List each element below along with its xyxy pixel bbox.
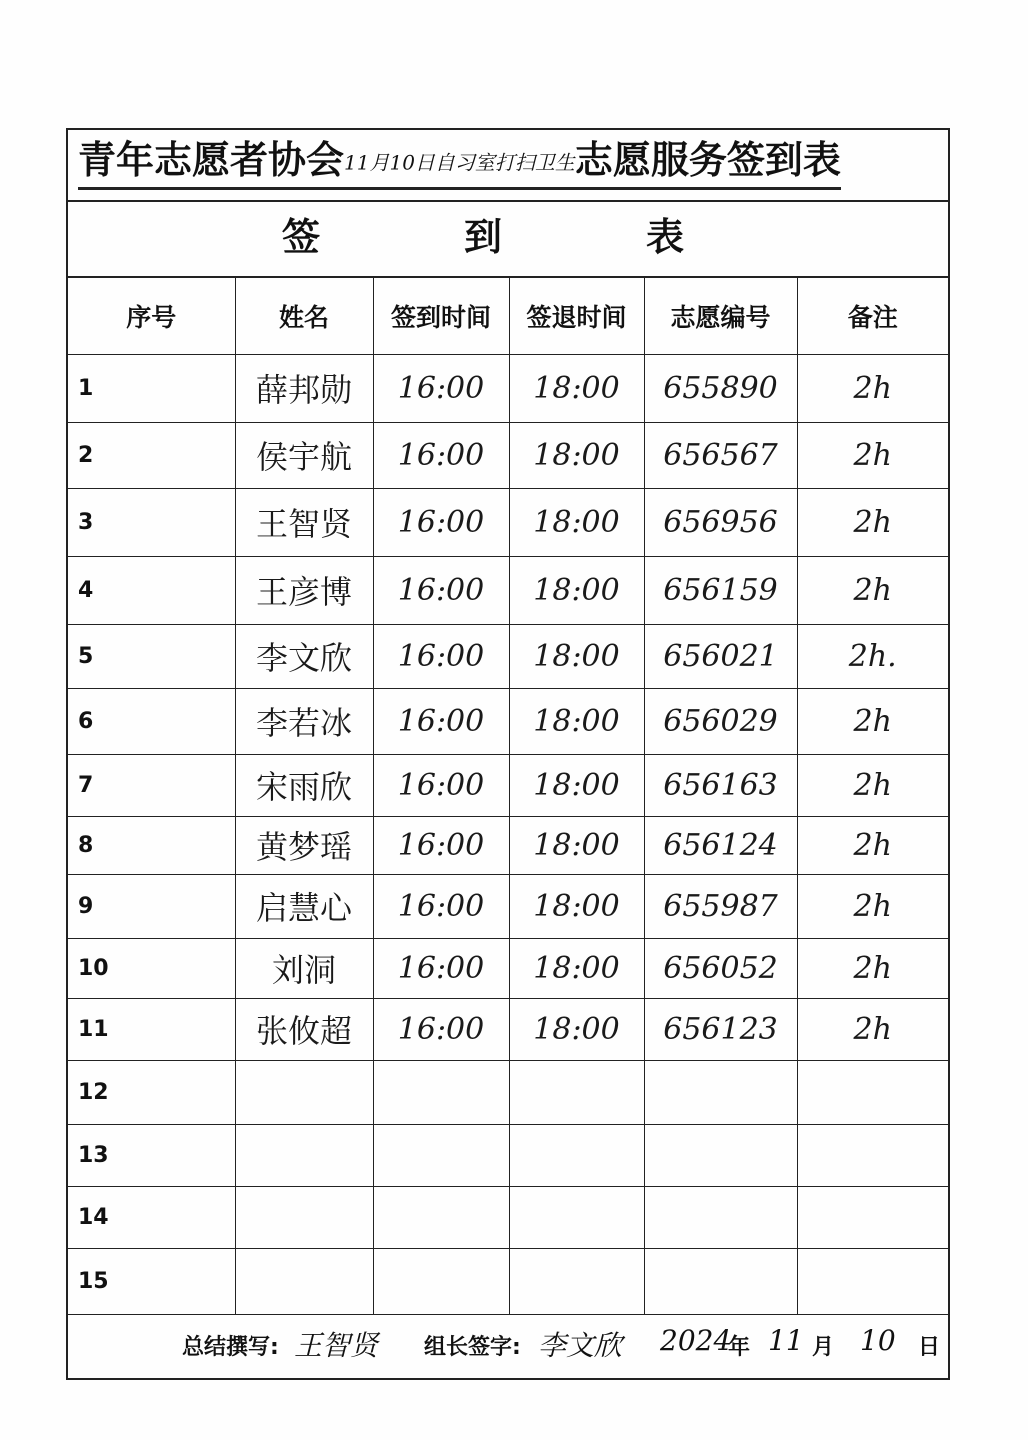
row-volunteer-id: 656052 bbox=[644, 938, 797, 998]
row-sign-in-time: 16:00 bbox=[373, 874, 509, 938]
row-volunteer-id: 656124 bbox=[644, 816, 797, 874]
row-sign-out-time bbox=[509, 1124, 644, 1186]
row-sign-out-time: 18:00 bbox=[509, 816, 644, 874]
row-sign-out-time: 18:00 bbox=[509, 688, 644, 754]
row-name: 启慧心 bbox=[235, 874, 373, 938]
subtitle-char-2: 到 bbox=[464, 215, 503, 259]
row-sign-in-time bbox=[373, 1060, 509, 1124]
row-volunteer-id: 656159 bbox=[644, 556, 797, 624]
row-sign-in-time: 16:00 bbox=[373, 422, 509, 488]
row-sign-in-time: 16:00 bbox=[373, 754, 509, 816]
row-name bbox=[235, 1248, 373, 1314]
row-volunteer-id: 656021 bbox=[644, 624, 797, 688]
row-volunteer-id: 656029 bbox=[644, 688, 797, 754]
row-note: 2h bbox=[797, 354, 948, 422]
row-sign-out-time bbox=[509, 1060, 644, 1124]
row-note: 2h bbox=[797, 422, 948, 488]
row-volunteer-id: 656123 bbox=[644, 998, 797, 1060]
row-volunteer-id: 655987 bbox=[644, 874, 797, 938]
row-volunteer-id bbox=[644, 1186, 797, 1248]
row-note: 2h. bbox=[797, 624, 948, 688]
row-name: 刘洞 bbox=[235, 938, 373, 998]
row-volunteer-id: 656163 bbox=[644, 754, 797, 816]
row-index: 11 bbox=[68, 998, 235, 1060]
date-month: 11 bbox=[768, 1324, 804, 1357]
row-name: 薛邦勋 bbox=[235, 354, 373, 422]
row-volunteer-id bbox=[644, 1060, 797, 1124]
row-index: 3 bbox=[68, 488, 235, 556]
table-row bbox=[68, 816, 948, 874]
row-name: 侯宇航 bbox=[235, 422, 373, 488]
subtitle-char-3: 表 bbox=[646, 215, 685, 259]
row-note: 2h bbox=[797, 874, 948, 938]
leader-label: 组长签字: bbox=[424, 1335, 521, 1360]
row-index: 13 bbox=[68, 1124, 235, 1186]
row-sign-in-time: 16:00 bbox=[373, 556, 509, 624]
row-note bbox=[797, 1248, 948, 1314]
table-row bbox=[68, 754, 948, 816]
date-year-label: 年 bbox=[728, 1335, 751, 1360]
subtitle-char-1: 签 bbox=[282, 215, 321, 259]
row-index: 2 bbox=[68, 422, 235, 488]
row-sign-out-time: 18:00 bbox=[509, 488, 644, 556]
row-note: 2h bbox=[797, 816, 948, 874]
row-name: 李文欣 bbox=[235, 624, 373, 688]
row-sign-out-time: 18:00 bbox=[509, 998, 644, 1060]
leader-signature: 李文欣 bbox=[538, 1329, 623, 1362]
row-sign-out-time: 18:00 bbox=[509, 874, 644, 938]
sign-in-table bbox=[68, 278, 948, 1315]
summary-label: 总结撰写: bbox=[182, 1335, 279, 1360]
row-sign-in-time: 16:00 bbox=[373, 624, 509, 688]
row-name: 王彦博 bbox=[235, 556, 373, 624]
row-index: 6 bbox=[68, 688, 235, 754]
row-sign-in-time: 16:00 bbox=[373, 998, 509, 1060]
row-volunteer-id bbox=[644, 1124, 797, 1186]
row-sign-in-time bbox=[373, 1248, 509, 1314]
row-sign-out-time: 18:00 bbox=[509, 422, 644, 488]
table-row bbox=[68, 1248, 948, 1314]
row-sign-out-time: 18:00 bbox=[509, 754, 644, 816]
table-row bbox=[68, 624, 948, 688]
title-handwritten-event: 11月10日自习室打扫卫生 bbox=[344, 150, 575, 175]
row-volunteer-id: 656567 bbox=[644, 422, 797, 488]
table-row bbox=[68, 998, 948, 1060]
row-index: 12 bbox=[68, 1060, 235, 1124]
table-row bbox=[68, 1124, 948, 1186]
table-header-row bbox=[68, 278, 948, 354]
row-sign-out-time: 18:00 bbox=[509, 938, 644, 998]
subtitle-row bbox=[68, 202, 948, 278]
table-row bbox=[68, 1060, 948, 1124]
row-index: 15 bbox=[68, 1248, 235, 1314]
header-note: 备注 bbox=[797, 278, 948, 354]
row-sign-in-time: 16:00 bbox=[373, 488, 509, 556]
row-note bbox=[797, 1060, 948, 1124]
table-row bbox=[68, 488, 948, 556]
row-sign-out-time: 18:00 bbox=[509, 556, 644, 624]
header-index: 序号 bbox=[68, 278, 235, 354]
row-name: 黄梦瑶 bbox=[235, 816, 373, 874]
row-name bbox=[235, 1124, 373, 1186]
row-index: 8 bbox=[68, 816, 235, 874]
summary-signature: 王智贤 bbox=[294, 1329, 379, 1362]
row-name bbox=[235, 1060, 373, 1124]
row-index: 10 bbox=[68, 938, 235, 998]
table-row bbox=[68, 354, 948, 422]
date-day: 10 bbox=[860, 1324, 896, 1357]
date-day-label: 日 bbox=[918, 1335, 941, 1360]
row-name: 宋雨欣 bbox=[235, 754, 373, 816]
date-month-label: 月 bbox=[812, 1335, 835, 1360]
row-volunteer-id: 655890 bbox=[644, 354, 797, 422]
row-note bbox=[797, 1186, 948, 1248]
row-index: 7 bbox=[68, 754, 235, 816]
row-sign-in-time: 16:00 bbox=[373, 938, 509, 998]
row-sign-in-time: 16:00 bbox=[373, 354, 509, 422]
header-volunteer-id: 志愿编号 bbox=[644, 278, 797, 354]
row-note: 2h bbox=[797, 998, 948, 1060]
row-sign-in-time: 16:00 bbox=[373, 688, 509, 754]
table-row bbox=[68, 1186, 948, 1248]
row-sign-out-time bbox=[509, 1248, 644, 1314]
row-note: 2h bbox=[797, 488, 948, 556]
row-note: 2h bbox=[797, 754, 948, 816]
row-name: 张攸超 bbox=[235, 998, 373, 1060]
row-index: 4 bbox=[68, 556, 235, 624]
header-sign-out-time: 签退时间 bbox=[509, 278, 644, 354]
row-volunteer-id bbox=[644, 1248, 797, 1314]
row-note: 2h bbox=[797, 556, 948, 624]
row-name bbox=[235, 1186, 373, 1248]
row-note: 2h bbox=[797, 938, 948, 998]
row-sign-out-time bbox=[509, 1186, 644, 1248]
row-sign-out-time: 18:00 bbox=[509, 624, 644, 688]
table-row bbox=[68, 688, 948, 754]
table-row bbox=[68, 422, 948, 488]
row-index: 14 bbox=[68, 1186, 235, 1248]
table-row bbox=[68, 874, 948, 938]
row-volunteer-id: 656956 bbox=[644, 488, 797, 556]
row-name: 李若冰 bbox=[235, 688, 373, 754]
row-sign-in-time bbox=[373, 1186, 509, 1248]
title-org: 青年志愿者协会 bbox=[78, 138, 345, 182]
row-sign-out-time: 18:00 bbox=[509, 354, 644, 422]
header-name: 姓名 bbox=[235, 278, 373, 354]
sheet-title bbox=[78, 138, 841, 190]
row-note bbox=[797, 1124, 948, 1186]
title-suffix: 志愿服务签到表 bbox=[574, 138, 841, 182]
title-row bbox=[68, 130, 948, 202]
date-year: 2024 bbox=[660, 1324, 732, 1357]
row-name: 王智贤 bbox=[235, 488, 373, 556]
row-note: 2h bbox=[797, 688, 948, 754]
row-index: 5 bbox=[68, 624, 235, 688]
row-sign-in-time: 16:00 bbox=[373, 816, 509, 874]
row-index: 1 bbox=[68, 354, 235, 422]
sign-in-sheet bbox=[66, 128, 950, 1380]
row-sign-in-time bbox=[373, 1124, 509, 1186]
table-row bbox=[68, 938, 948, 998]
header-sign-in-time: 签到时间 bbox=[373, 278, 509, 354]
footer bbox=[68, 1314, 948, 1378]
table-row bbox=[68, 556, 948, 624]
row-index: 9 bbox=[68, 874, 235, 938]
